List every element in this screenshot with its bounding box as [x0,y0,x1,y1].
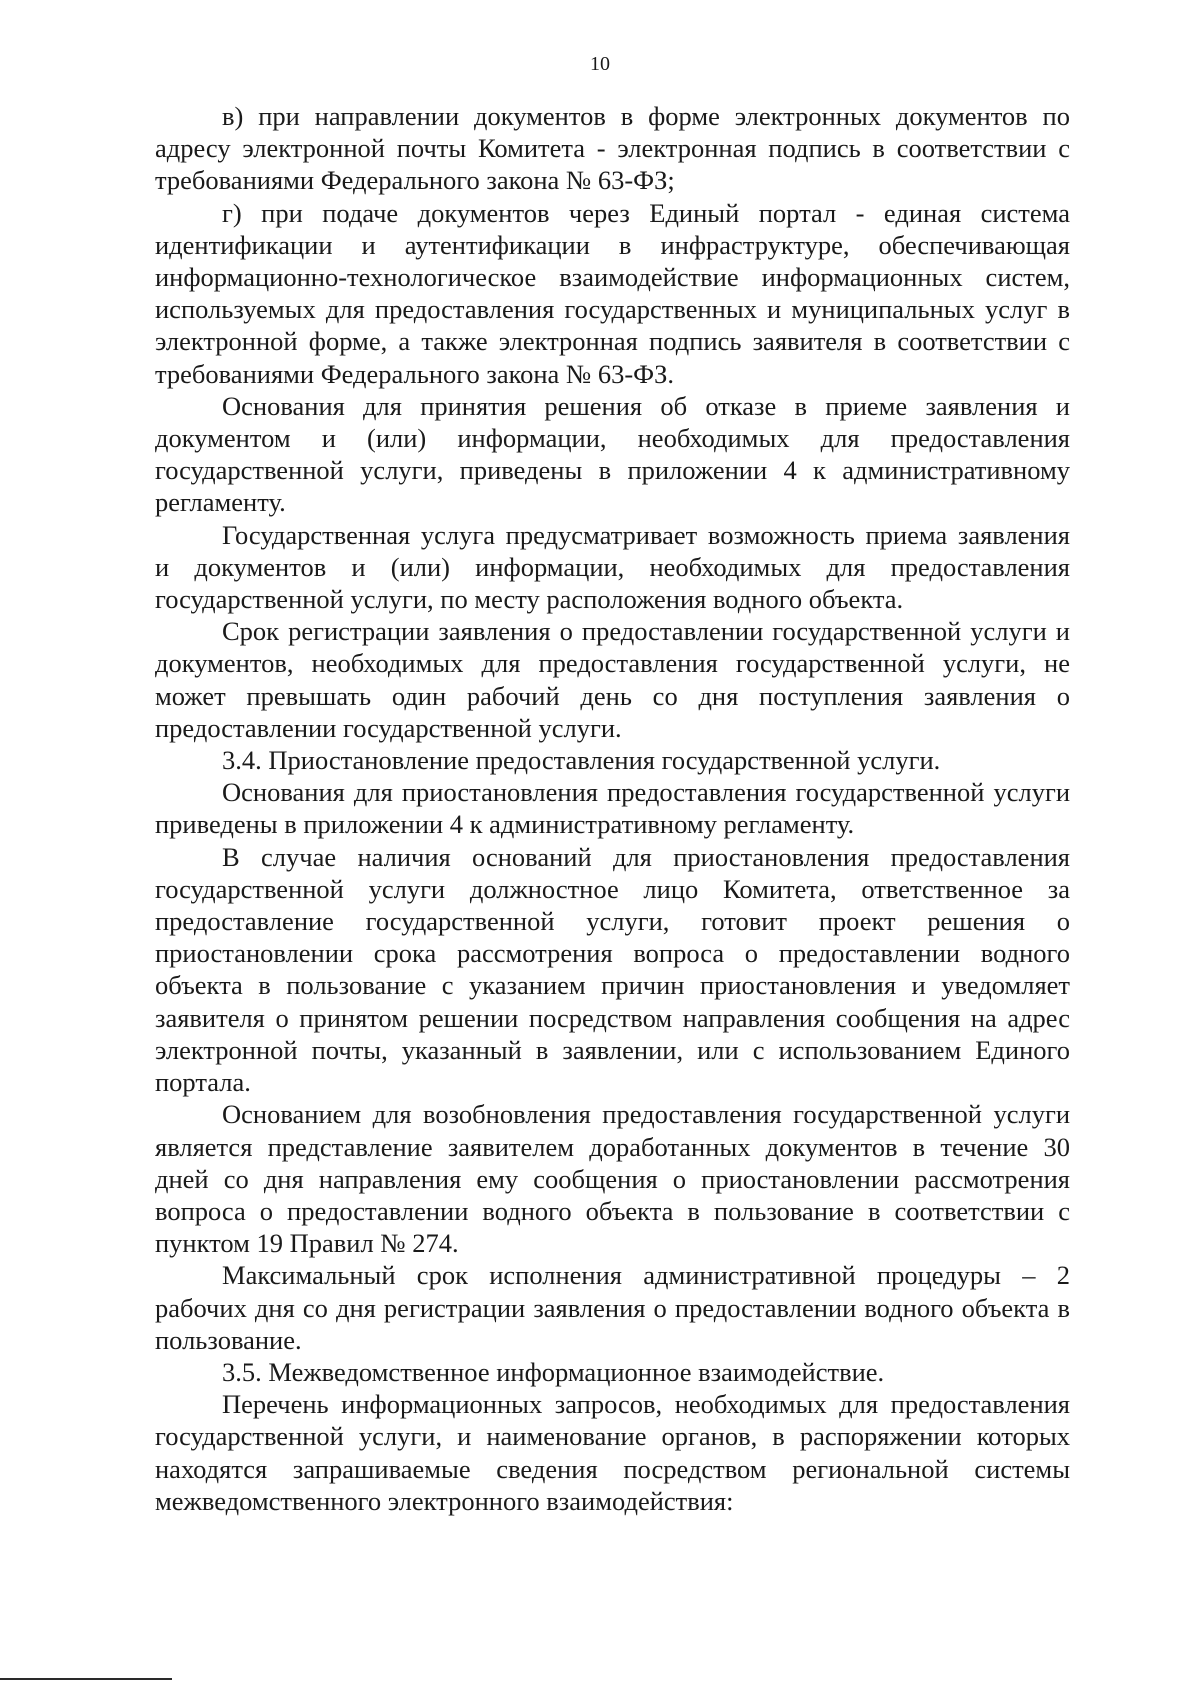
paragraph-electronic-email-signature: в) при направлении документов в форме электронных документов по адресу электронной почты Комитета - электронная подпись в соответствии с требованиями Федерального закона № 63-ФЗ; [155,101,1070,196]
paragraph-unified-portal-identification: г) при подаче документов через Единый портал - единая система идентификации и аутентификации в инфраструктуре, обеспечивающая информационно-технологическое взаимодействие информационных систем, используемых для предоставления государственных и муниципальных услуг в электронной форме, а также электронная подпись заявителя в соответствии с требованиями Федерального закона № 63-ФЗ. [155,197,1070,389]
section-heading-3-4: 3.4. Приостановление предоставления государственной услуги. [222,745,941,776]
paragraph-resumption-grounds: Основанием для возобновления предоставления государственной услуги является представление заявителем доработанных документов в течение 30 дней со дня направления ему сообщения о приостановлении рассмотрения вопроса о предоставлении водного объекта в пользование в соответствии с пунктом 19 Правил № 274. [155,1099,1070,1259]
scan-edge-line [0,1678,172,1680]
section-heading-3-5: 3.5. Межведомственное информационное взаимодействие. [222,1356,885,1387]
paragraph-suspension-procedure: В случае наличия оснований для приостановления предоставления государственной услуги должностное лицо Комитета, ответственное за предоставление государственной услуги, готовит проект решения о приостановлении срока рассмотрения вопроса о предоставлении водного объекта в пользование с указанием причин приостановления и уведомляет заявителя о принятом решении посредством направления сообщения на адрес электронной почты, указанный в заявлении, или с использованием Единого портала. [155,841,1070,1098]
paragraph-refusal-grounds: Основания для принятия решения об отказе в приеме заявления и документом и (или) информации, необходимых для предоставления государственной услуги, приведены в приложении 4 к административному регламенту. [155,390,1070,518]
paragraph-interagency-requests: Перечень информационных запросов, необходимых для предоставления государственной услуги, и наименование органов, в распоряжении которых находятся запрашиваемые сведения посредством региональной системы межведомственного электронного взаимодействия: [155,1389,1070,1516]
page-number: 10 [590,53,610,75]
paragraph-suspension-grounds: Основания для приостановления предоставления государственной услуги приведены в приложении 4 к административному регламенту. [155,777,1070,840]
paragraph-registration-deadline: Срок регистрации заявления о предоставлении государственной услуги и документов, необходимых для предоставления государственной услуги, не может превышать один рабочий день со дня поступления заявления о предоставлении государственной услуги. [155,616,1070,743]
paragraph-application-location: Государственная услуга предусматривает возможность приема заявления и документов и (или) информации, необходимых для предоставления государственной услуги, по месту расположения водного объекта. [155,519,1070,615]
paragraph-maximum-term: Максимальный срок исполнения административной процедуры – 2 рабочих дня со дня регистрации заявления о предоставлении водного объекта в пользование. [155,1260,1070,1355]
document-body [155,100,1070,1517]
